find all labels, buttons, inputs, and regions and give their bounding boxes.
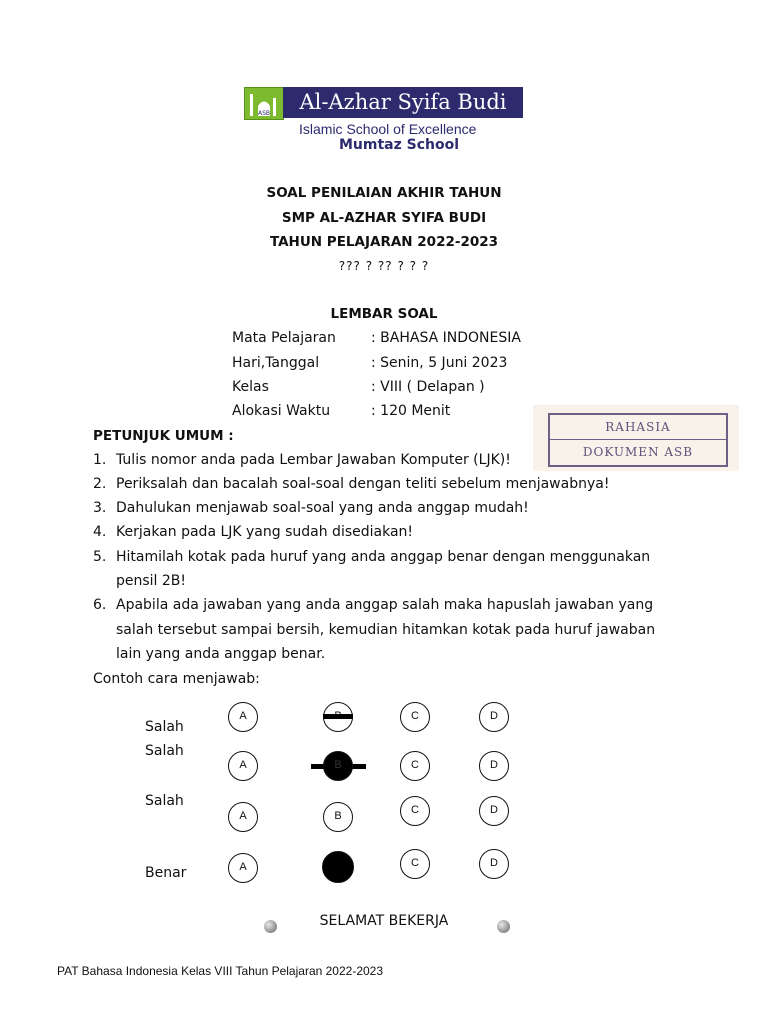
example-row-label: Salah	[145, 793, 184, 809]
answer-bubble-d: D	[479, 796, 509, 826]
closing-text: SELAMAT BEKERJA	[319, 913, 449, 929]
answer-bubble-a: A	[228, 853, 258, 883]
school-logo-icon	[244, 87, 284, 120]
stamp-text-rahasia: RAHASIA	[605, 420, 671, 434]
example-label: Contoh cara menjawab:	[93, 671, 260, 687]
stamp-frame	[548, 413, 728, 467]
info-value-subject: : BAHASA INDONESIA	[371, 330, 521, 346]
answer-bubble-b-filled: B	[323, 751, 353, 781]
school-name-banner: Al-Azhar Syifa Budi	[283, 87, 523, 118]
answer-bubble-d: D	[479, 849, 509, 879]
exam-title: SOAL PENILAIAN AKHIR TAHUN	[266, 185, 502, 201]
example-row-label: Benar	[145, 865, 187, 881]
instruction-number: 3.	[93, 500, 107, 516]
cross-out-mark	[323, 714, 353, 719]
answer-bubble-a: A	[228, 702, 258, 732]
svg-text:ASB: ASB	[257, 110, 271, 117]
info-value-class: : VIII ( Delapan )	[371, 379, 485, 395]
instruction-text: salah tersebut sampai bersih, kemudian hitamkan kotak pada huruf jawaban	[116, 622, 656, 638]
instruction-text: pensil 2B!	[116, 573, 187, 589]
instruction-text: Periksalah dan bacalah soal-soal dengan teliti sebelum menjawabnya!	[116, 476, 610, 492]
instruction-number: 2.	[93, 476, 107, 492]
info-value-time: : 120 Menit	[371, 403, 451, 419]
bullet-icon	[497, 920, 510, 933]
answer-bubble-c: C	[400, 849, 430, 879]
info-label-date: Hari,Tanggal	[232, 355, 320, 371]
instruction-text: lain yang anda anggap benar.	[116, 646, 326, 662]
instruction-number: 6.	[93, 597, 107, 613]
instruction-text: Kerjakan pada LJK yang sudah disediakan!	[116, 524, 414, 540]
answer-bubble-b: B	[323, 802, 353, 832]
instruction-text: Hitamilah kotak pada huruf yang anda anggap benar dengan menggunakan	[116, 549, 651, 565]
arabic-line: ??? ? ?? ? ? ?	[338, 259, 430, 273]
info-label-time: Alokasi Waktu	[232, 403, 331, 419]
answer-bubble-a: A	[228, 751, 258, 781]
sheet-title: LEMBAR SOAL	[330, 306, 438, 322]
example-row-label: Salah	[145, 719, 184, 735]
instructions-title: PETUNJUK UMUM :	[93, 428, 234, 444]
instruction-number: 1.	[93, 452, 107, 468]
instruction-text: Tulis nomor anda pada Lembar Jawaban Komputer (LJK)!	[116, 452, 511, 468]
page-footer: PAT Bahasa Indonesia Kelas VIII Tahun Pelajaran 2022-2023	[57, 964, 384, 978]
stamp-text-dokumen: DOKUMEN ASB	[582, 445, 694, 459]
answer-bubble-b-filled	[322, 851, 354, 883]
school-subtitle: Mumtaz School	[339, 137, 460, 153]
instruction-text: Dahulukan menjawab soal-soal yang anda anggap mudah!	[116, 500, 529, 516]
school-tagline: Islamic School of Excellence	[299, 121, 477, 137]
example-row-label: Salah	[145, 743, 184, 759]
instruction-number: 4.	[93, 524, 107, 540]
answer-bubble-d: D	[479, 702, 509, 732]
mosque-icon	[245, 88, 283, 119]
stamp-divider	[550, 439, 726, 440]
answer-bubble-c: C	[400, 796, 430, 826]
instruction-number: 5.	[93, 549, 107, 565]
info-label-class: Kelas	[232, 379, 269, 395]
instruction-text: Apabila ada jawaban yang anda anggap salah maka hapuslah jawaban yang	[116, 597, 654, 613]
info-label-subject: Mata Pelajaran	[232, 330, 336, 346]
academic-year: TAHUN PELAJARAN 2022-2023	[269, 234, 499, 250]
answer-bubble-a: A	[228, 802, 258, 832]
answer-bubble-c: C	[400, 751, 430, 781]
school-title: SMP AL-AZHAR SYIFA BUDI	[281, 210, 487, 226]
info-value-date: : Senin, 5 Juni 2023	[371, 355, 508, 371]
answer-bubble-d: D	[479, 751, 509, 781]
answer-bubble-c: C	[400, 702, 430, 732]
confidential-stamp	[533, 405, 739, 471]
